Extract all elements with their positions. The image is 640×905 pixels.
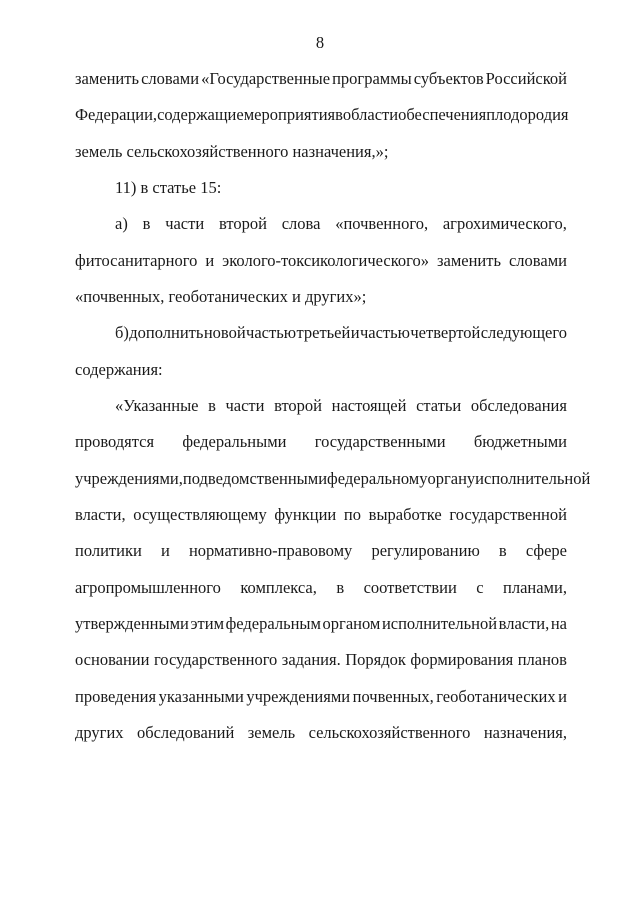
word: мероприятия	[243, 105, 336, 124]
text-line	[75, 103, 567, 127]
word: программы	[332, 69, 412, 88]
word: слова	[281, 214, 321, 233]
word: органом	[322, 614, 381, 633]
word: государственной	[449, 505, 567, 524]
word: агрохимического,	[442, 214, 567, 233]
word: Федерации,	[75, 105, 158, 124]
word: формирования	[410, 650, 514, 669]
word: власти,	[75, 505, 126, 524]
word: государственного	[153, 650, 278, 669]
word: федеральными	[182, 432, 287, 451]
word: по	[343, 505, 361, 524]
word: в	[208, 396, 216, 415]
text-line	[115, 321, 567, 345]
text-line	[75, 430, 567, 454]
word: обследования	[470, 396, 567, 415]
word: второй	[274, 396, 323, 415]
word: четвертой	[410, 323, 481, 342]
word: бюджетными	[473, 432, 567, 451]
word: дополнить	[129, 323, 204, 342]
word: планов	[517, 650, 567, 669]
word: осуществляющему	[133, 505, 267, 524]
word: других	[75, 723, 124, 742]
word: задания.	[281, 650, 341, 669]
word: в	[335, 105, 343, 124]
word: второй	[218, 214, 267, 233]
word: третьей	[296, 323, 351, 342]
word: частью	[359, 323, 410, 342]
word: учреждениями	[246, 687, 351, 706]
word: настоящей	[331, 396, 407, 415]
word: выработке	[368, 505, 442, 524]
word: части	[225, 396, 265, 415]
word: фитосанитарного	[75, 251, 198, 270]
word: плодородия	[486, 105, 569, 124]
text-line: содержания:	[75, 360, 163, 379]
text-line: 11) в статье 15:	[115, 178, 222, 197]
text-line	[75, 539, 567, 563]
word: геоботанических	[436, 687, 556, 706]
text-line	[115, 212, 567, 236]
word: обеспечения	[398, 105, 487, 124]
word: утвержденными	[75, 614, 189, 633]
word: Порядок	[345, 650, 406, 669]
word: «Государственные	[201, 69, 331, 88]
word: новой	[203, 323, 246, 342]
word: с	[476, 578, 484, 597]
word: основании	[75, 650, 150, 669]
word: соответствии	[363, 578, 457, 597]
word: исполнительной	[381, 614, 498, 633]
word: указанными	[158, 687, 244, 706]
word: «Указанные	[115, 396, 199, 415]
text-line	[75, 648, 567, 672]
word: функции	[274, 505, 337, 524]
word: государственными	[314, 432, 446, 451]
word: проводятся	[75, 432, 155, 451]
word: политики	[75, 541, 142, 560]
word: б)	[115, 323, 129, 342]
word: регулированию	[371, 541, 480, 560]
word: и	[205, 251, 215, 270]
word: субъектов	[413, 69, 484, 88]
word: агропромышленного	[75, 578, 221, 597]
word: следующего	[480, 323, 567, 342]
word: «почвенного,	[335, 214, 429, 233]
word: эколого-токсикологического»	[222, 251, 429, 270]
word: планами,	[503, 578, 567, 597]
word: заменить	[436, 251, 501, 270]
text-line	[75, 721, 567, 745]
word: Российской	[485, 69, 567, 88]
word: и	[160, 541, 170, 560]
word: а)	[115, 214, 128, 233]
text-line	[75, 503, 567, 527]
word: и	[350, 323, 360, 342]
text-line	[75, 467, 591, 491]
text-line	[75, 67, 567, 91]
text-line: земель сельскохозяйственного назначения,»;	[75, 142, 389, 161]
page-number: 8	[315, 33, 325, 52]
word: власти,	[498, 614, 550, 633]
word: части	[165, 214, 205, 233]
text-line: «почвенных, геоботанических и других»;	[75, 287, 367, 306]
word: федеральным	[225, 614, 321, 633]
text-line	[115, 394, 567, 418]
word: словами	[141, 69, 200, 88]
word: словами	[508, 251, 567, 270]
word: земель	[247, 723, 296, 742]
word: назначения,	[483, 723, 567, 742]
word: проведения	[75, 687, 157, 706]
word: федеральному	[327, 469, 428, 488]
word: подведомственными	[182, 469, 328, 488]
word: органу	[427, 469, 476, 488]
word: комплекса,	[240, 578, 317, 597]
word: этим	[190, 614, 225, 633]
word: обследований	[136, 723, 235, 742]
word: содержащие	[157, 105, 244, 124]
word: на	[550, 614, 567, 633]
word: в	[498, 541, 507, 560]
word: заменить	[75, 69, 140, 88]
text-line	[75, 576, 567, 600]
word: исполнительной	[475, 469, 591, 488]
word: сельскохозяйственного	[308, 723, 471, 742]
text-line	[75, 249, 567, 273]
word: частью	[246, 323, 297, 342]
text-line	[75, 685, 567, 709]
word: статьи	[416, 396, 462, 415]
text-line	[75, 612, 567, 636]
word: в	[142, 214, 151, 233]
word: почвенных,	[352, 687, 434, 706]
word: и	[558, 687, 567, 706]
word: области	[342, 105, 399, 124]
word: сфере	[525, 541, 567, 560]
word: нормативно-правовому	[188, 541, 353, 560]
word: в	[336, 578, 345, 597]
word: учреждениями,	[75, 469, 183, 488]
